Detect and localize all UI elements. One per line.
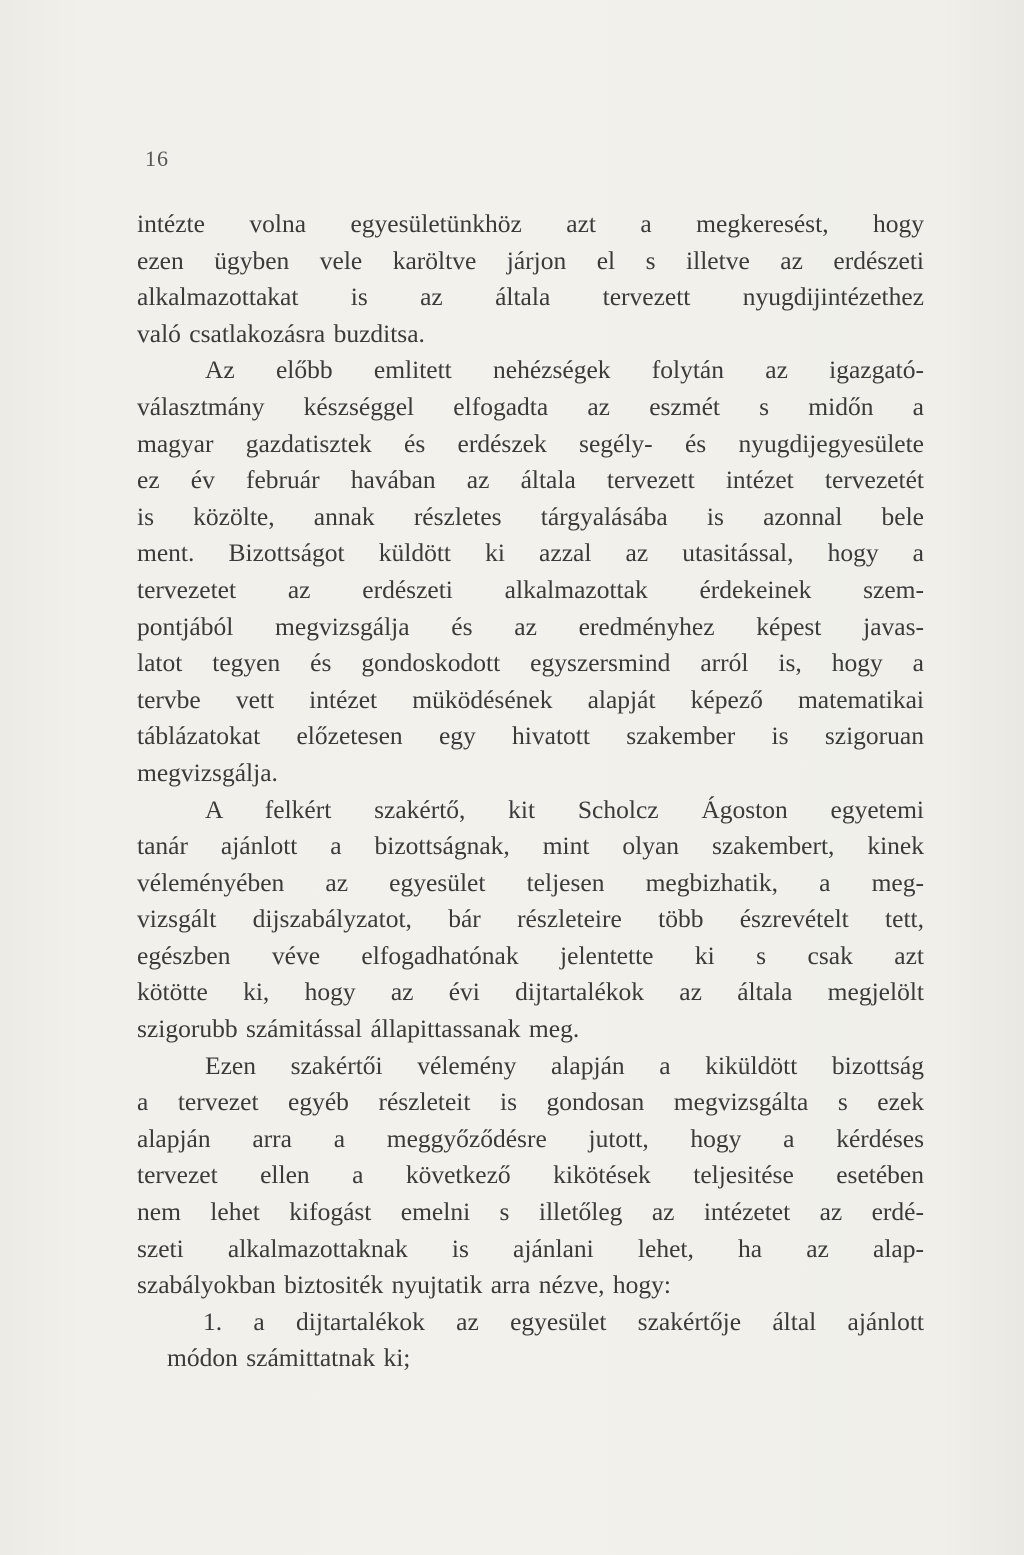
text-line: ezen ügyben vele karöltve járjon el s illetve az erdészeti [137,245,924,275]
text-line: véleményében az egyesület teljesen megbizhatik, a meg- [137,867,924,897]
text-line: tervbe vett intézet müködésének alapját képező matematikai [137,684,924,714]
text-line: tervezet ellen a következő kikötések teljesitése esetében [137,1160,924,1190]
text-line: táblázatokat előzetesen egy hivatott szakember is szigoruan [137,721,924,751]
text-line: választmány készséggel elfogadta az eszmét s midőn a [137,391,924,421]
text-line: szabályokban biztositék nyujtatik arra nézve, hogy: [137,1270,671,1300]
text-line: való csatlakozásra buzditsa. [137,318,425,348]
text-line: magyar gazdatisztek és erdészek segély- és nyugdijegyesülete [137,428,924,458]
paragraph-start-line: Ezen szakértői vélemény alapján a kiküldött bizottság [205,1050,924,1080]
paragraph-start-line: A felkért szakértő, kit Scholcz Ágoston egyetemi [205,794,924,824]
text-line: alkalmazottakat is az általa tervezett nyugdijintézethez [137,282,924,312]
text-line: szigorubb számitással állapittassanak meg. [137,1014,580,1044]
list-item-continuation: módon számittatnak ki; [167,1343,411,1373]
text-line: tanár ajánlott a bizottságnak, mint olyan szakembert, kinek [137,831,924,861]
page-number: 16 [145,146,169,171]
text-line: kötötte ki, hogy az évi dijtartalékok az általa megjelölt [137,977,924,1007]
text-line: nem lehet kifogást emelni s illetőleg az intézetet az erdé- [137,1197,924,1227]
text-line: megvizsgálja. [137,757,278,787]
text-line: vizsgált dijszabályzatot, bár részleteire több észrevételt tett, [137,904,924,934]
paragraph-start-line: Az előbb emlitett nehézségek folytán az igazgató- [205,355,924,385]
text-line: a tervezet egyéb részleteit is gondosan megvizsgálta s ezek [137,1087,924,1117]
text-line: ment. Bizottságot küldött ki azzal az utasitással, hogy a [137,538,924,568]
text-line: tervezetet az erdészeti alkalmazottak érdekeinek szem- [137,574,924,604]
body-text [137,206,924,1377]
text-line: latot tegyen és gondoskodott egyszersmind arról is, hogy a [137,648,924,678]
list-item-line: 1. a dijtartalékok az egyesület szakértője által ajánlott [203,1306,924,1336]
text-line: alapján arra a meggyőződésre jutott, hogy a kérdéses [137,1123,924,1153]
text-line: intézte volna egyesületünkhöz azt a megkeresést, hogy [137,209,924,238]
text-line: is közölte, annak részletes tárgyalásába is azonnal bele [137,501,924,531]
text-line: pontjából megvizsgálja és az eredményhez képest javas- [137,611,924,641]
text-line: ez év február havában az általa tervezett intézet tervezetét [137,465,924,495]
text-line: szeti alkalmazottaknak is ajánlani lehet, ha az alap- [137,1233,924,1263]
text-line: egészben véve elfogadhatónak jelentette ki s csak azt [137,940,924,970]
